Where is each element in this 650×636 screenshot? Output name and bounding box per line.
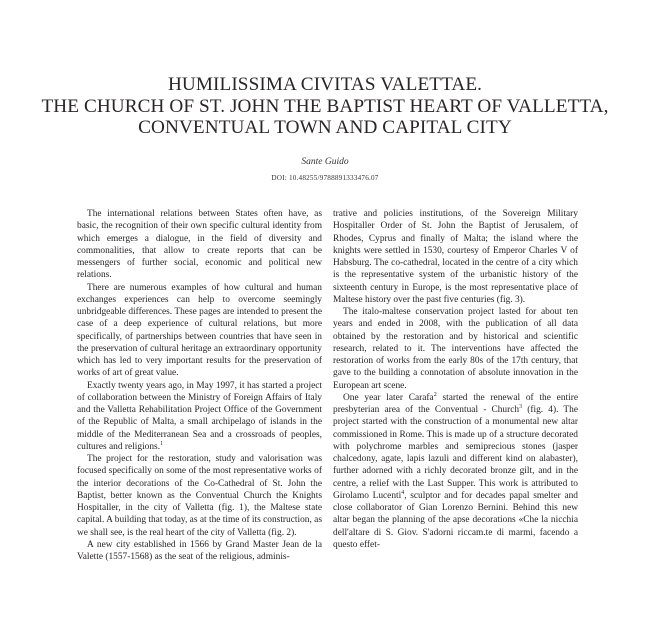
paragraph-text: The project for the restoration, study and valorisation was focused specifically on some of the most representative works of the interior decorations of the Co-Cathedral of St. John the Baptist, better known as the Conventual Church the Knights Hospitaller, in the city of Valletta (fig. 1), the Maltese state capital. A building that today, as at the time of its construction, as we shall see, is the real heart of the city of Valletta (fig. 2). — [77, 454, 322, 538]
title-line-3: CONVENTUAL TOWN AND CAPITAL CITY — [138, 117, 512, 138]
paragraph — [77, 208, 322, 282]
paragraph — [77, 380, 322, 454]
paragraph — [333, 306, 578, 392]
doi-line: DOI: 10.48255/9788891333476.07 — [271, 174, 379, 182]
title-line-2: THE CHURCH OF ST. JOHN THE BAPTIST HEART OF VALLETTA, — [41, 95, 609, 117]
paragraph-text: The international relations between States often have, as basic, the recognition of their own specific cultural identity from which emerges a dialogue, in the field of diversity and commonalities, that allow to create reports that can be messengers of further social, economic and political new relations. — [77, 209, 322, 281]
title-line-1: HUMILISSIMA CIVITAS VALETTAE. — [167, 74, 483, 95]
paragraph-text: There are numerous examples of how cultural and human exchanges experiences can help to overcome seemingly unbridgeable differences. These pages are intended to present the case of a deep experience of cultural relations, but more specifically, of partnerships between countries that have seen in the preservation of cultural heritage an extraordinary opportunity which has led to very important results for the preservation of works of art of great value. — [77, 282, 322, 379]
paragraph — [77, 453, 322, 539]
paragraph — [333, 392, 578, 551]
paragraph-text: trative and policies institutions, of the Sovereign Military Hospitaller Order of St. John the Baptist of Jerusalem, of Rhodes, Cyprus and finally of Malta; the island where the knights were settled in 1530, courtesy of Emperor Charles V of Habsburg. The co-cathedral, located in the centre of a city which is the representative system of the urbanistic history of the sixteenth century in Europe, is the most representative place of Maltese history over the past five centuries (fig. 3). — [333, 209, 578, 305]
footnote-ref: 4 — [401, 489, 405, 496]
paragraph-text: started the renewal of the entire presbyterian area of the Conventual - Church — [333, 392, 578, 415]
footnote-ref: 2 — [433, 391, 437, 398]
article-title — [40, 74, 610, 139]
left-column — [77, 208, 322, 563]
paragraph-text: Exactly twenty years ago, in May 1997, it has started a project of collaboration between the Ministry of Foreign Affairs of Italy and the Valletta Rehabilitation Project Office of the Government of the Republic of Malta, a small archipelago of islands in the middle of the Mediterranean Sea and a crossroads of peoples, cultures and religions. — [77, 380, 322, 452]
paragraph — [77, 539, 322, 564]
paragraph-text: The italo-maltese conservation project lasted for about ten years and ended in 2008, with the publication of all data obtained by the restoration and by historical and scientific research, related to it. The interventions have affected the restoration of works from the early 80s of the 17th century, that gave to the building a connotation of absolute innovation in the European art scene. — [333, 307, 578, 391]
paragraph — [77, 282, 322, 380]
paragraph-text: One year later Carafa — [343, 392, 434, 403]
right-column — [333, 208, 578, 551]
paragraph-text: , sculptor and for decades papal smelter and close collaborator of Gian Lorenzo Bernini. Behind this new altar began the planning of the apse decorations «Che la nicchia dell'altare di S. Giov. S'adorni riccam.te di marmi, facendo a questo effet- — [333, 490, 578, 550]
paragraph-text: A new city established in 1566 by Grand Master Jean de la Valette (1557-1568) as the seat of the religious, adminis- — [77, 539, 322, 562]
author-name: Sante Guido — [301, 157, 349, 167]
footnote-ref: 3 — [519, 403, 523, 410]
paragraph — [333, 208, 578, 306]
footnote-ref: 1 — [160, 440, 164, 447]
paragraph-text: (fig. 4). The project started with the construction of a monumental new altar commissioned in Rome. This is made up of a structure decorated with polychrome marbles and semiprecious stones (jasper chalcedony, agate, lapis lazuli and different kind on alabaster), further adorned with a richly decorated bronze gilt, and in the centre, a relief with the Last Supper. This work is attributed to Girolamo Lucenti — [333, 405, 578, 501]
